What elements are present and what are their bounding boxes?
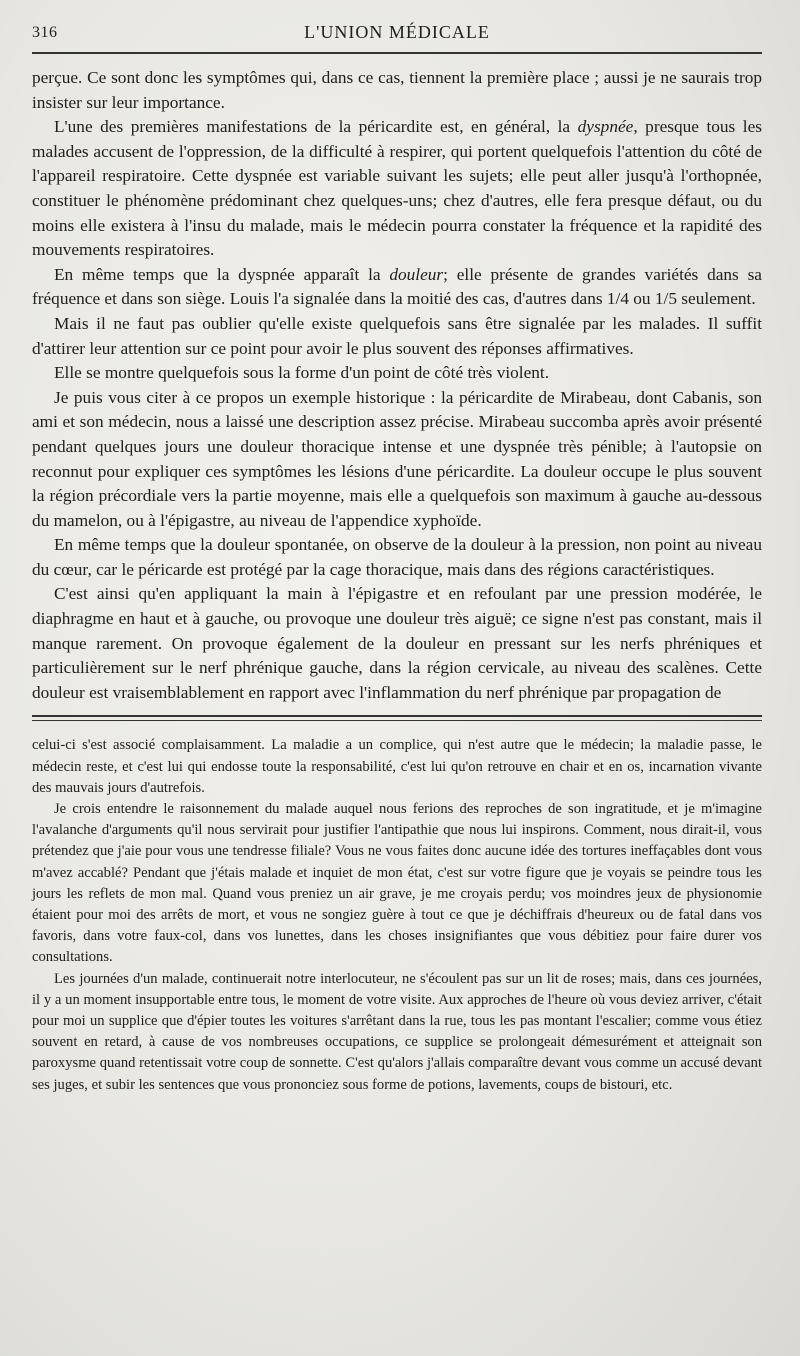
paragraph-lead: L'une des premières manifestations de la péricardite est, en général, la [54, 117, 571, 137]
body-paragraph-rest: grandes variétés dans sa fréquence et dans son siège. Louis l'a signalée dans la moitié des cas, d'autres dans 1/4 ou 1/5 seulement. [32, 264, 762, 309]
body-paragraph: perçue. Ce sont donc les symptômes qui, dans ce cas, tiennent la première place ; aussi je ne saurais trop insister sur leur importance. [32, 68, 762, 112]
footnote-separator [32, 715, 762, 721]
body-paragraph-continuation: , presque tous les malades accusent de l'oppression, de la difficulté à respirer, qui portent quelquefois l'attention du côté de l'appareil respiratoire. Cette dyspnée est variable suivant les sujets; elle peut aller jusqu'à l'orthopnée, constituer le phénomène prédominant chez quelques-uns; chez d'autres, elle fera presque défaut, ou du moins elle existera à l'insu du malade, mais le médecin pourra constater la fréquence et la rapidité des mouvements respiratoires. [32, 117, 762, 260]
footnote-paragraph: celui-ci s'est associé complaisamment. La maladie a un complice, qui n'est autre que le médecin; la maladie passe, le médecin reste, et c'est lui qui endosse toute la responsabilité, c'est lui qu'on retrouve en chair et en os, incarnation vivante des mauvais jours d'autrefois. [32, 737, 762, 796]
body-paragraph [32, 263, 762, 312]
paragraph-lead: En même temps que la dyspnée apparaît la [54, 264, 381, 284]
footnote-paragraph: Je crois entendre le raisonnement du malade auquel nous ferions des reproches de son ingratitude, et je m'imagine l'avalanche d'arguments qu'il nous servirait pour justifier l'antipathie que nous lui inspirons. Comment, nous dirait-il, vous prétendez que j'aie pour vous une tendresse filiale? Vous ne vous faites donc aucune idée des tortures ineffaçables dont vous m'avez accablé? Pendant que j'étais malade et inquiet de mon état, c'est sur votre figure que je voyais se peindre tous les jours les reflets de mon mal. Quand vous preniez un air grave, je me croyais perdu; vos moindres jeux de physionomie étaient pour moi des arrêts de mort, et vous ne songiez guère à tout ce que je déchiffrais d'heureux ou de fatal dans vos favoris, dans votre faux-col, dans vos lunettes, dans les choses insignifiantes que vous débitiez pour faire durer vos consultations. [32, 801, 762, 966]
italic-term: douleur [389, 264, 444, 284]
body-paragraph: C'est ainsi qu'en appliquant la main à l'épigastre et en refoulant par une pression modérée, le diaphragme en haut et à gauche, ou provoque une douleur très aiguë; ce signe n'est pas constant, mais il manque rarement. On provoque également de la douleur en pressant sur les nerfs phréniques et particulièrement sur le nerf phrénique gauche, dans la région cervicale, au niveau des scalènes. Cette douleur est vraisemblablement en rapport avec l'inflammation du nerf phrénique par propagation de [32, 584, 762, 702]
page-number: 316 [32, 24, 58, 41]
body-paragraph [32, 115, 762, 263]
body-paragraph: Je puis vous citer à ce propos un exemple historique : la péricardite de Mirabeau, dont Cabanis, son ami et son médecin, nous a laissé une description assez précise. Mirabeau succomba après avoir présenté pendant quelques jours une douleur thoracique intense et une dyspnée très pénible; à l'autopsie on reconnut pour expliquer ces symptômes les lésions d'une péricardite. La douleur occupe le plus souvent la région précordiale vers la partie moyenne, mais elle a quelquefois son maximum à gauche au-dessous du mamelon, ou à l'épigastre, au niveau de l'appendice xyphoïde. [32, 387, 762, 530]
body-paragraph: Mais il ne faut pas oublier qu'elle existe quelquefois sans être signalée par les malades. Il suffit d'attirer leur attention sur ce point pour avoir le plus souvent des réponses affirmatives. [32, 313, 762, 358]
body-paragraph-rest: dyspnée [577, 117, 634, 137]
page-header [32, 22, 762, 48]
header-rule [32, 52, 762, 54]
body-paragraph: En même temps que la douleur spontanée, on observe de la douleur à la pression, non point au niveau du cœur, car le péricarde est protégé par la cage thoracique, mais dans des régions caractéristiques. [32, 535, 762, 579]
feuilleton-text [32, 735, 762, 1095]
footnote-paragraph: Les journées d'un malade, continuerait notre interlocuteur, ne s'écoulent pas sur un lit de roses; mais, dans ces journées, il y a un moment insupportable entre tous, le moment de votre visite. Aux approches de l'heure où vous deviez arriver, c'était pour moi un supplice que d'épier toutes les voitures s'arrêtant dans la rue, tous les pas montant l'escalier; comme vous étiez souvent en retard, à cause de vos nombreuses occupations, ce supplice se prolongeait démesurément et atteignait son paroxysme quand retentissait votre coup de sonnette. C'est qu'alors j'allais comparaître devant vous comme un accusé devant ses juges, et subir les sentences que vous prononciez sous forme de potions, lavements, coups de bistouri, etc. [32, 970, 762, 1093]
body-paragraph: Elle se montre quelquefois sous la forme d'un point de côté très violent. [54, 363, 550, 383]
paragraph-after: ; elle présente de [443, 264, 574, 284]
main-text [32, 66, 762, 705]
running-title: L'UNION MÉDICALE [304, 22, 490, 42]
